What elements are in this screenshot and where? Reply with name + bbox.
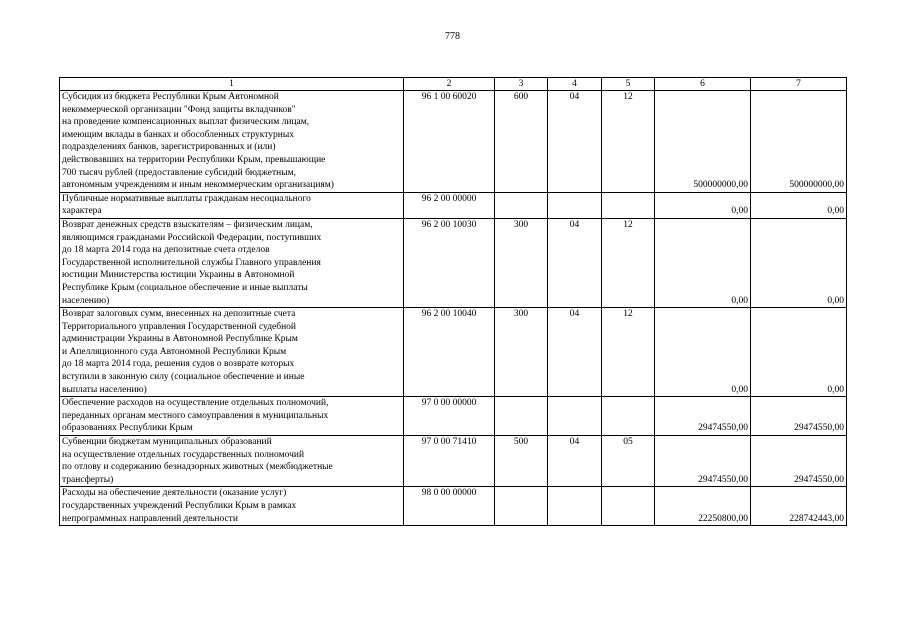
description-line: населению) xyxy=(62,295,110,306)
header-cell: 5 xyxy=(602,78,655,91)
subsection-code xyxy=(602,487,655,526)
description-line: Субвенции бюджетам муниципальных образований xyxy=(62,437,272,448)
description-line: Расходы на обеспечение деятельности (оказание услуг) xyxy=(62,488,287,499)
expense-type xyxy=(495,397,548,436)
description-line: действовавших на территории Республики Крым, превышающие xyxy=(62,154,326,165)
subsection-code: 05 xyxy=(602,436,655,487)
description-line: Возврат залоговых сумм, внесенных на депозитные счета xyxy=(62,309,296,320)
subsection-code: 12 xyxy=(602,308,655,397)
table-header-row xyxy=(60,78,847,91)
description-line: Субсидия из бюджета Республики Крым Автономной xyxy=(62,92,279,102)
description-line: вступили в законную силу (социальное обеспечение и иные xyxy=(62,372,305,383)
row-description xyxy=(60,397,404,436)
table-row xyxy=(60,218,847,307)
header-cell: 1 xyxy=(60,78,404,91)
description-line: автономным учреждениям и иным некоммерческим организациям) xyxy=(62,180,334,191)
description-line: образованиях Республики Крым xyxy=(62,423,193,434)
section-code: 04 xyxy=(548,91,602,193)
description-line: являющимся гражданами Российской Федерации, поступивших xyxy=(62,232,322,243)
table-row xyxy=(60,192,847,218)
table-row xyxy=(60,308,847,397)
subsection-code xyxy=(602,192,655,218)
description-line: характера xyxy=(62,206,102,217)
expense-type: 500 xyxy=(495,436,548,487)
subsection-code: 12 xyxy=(602,218,655,307)
header-cell: 3 xyxy=(495,78,548,91)
table-row xyxy=(60,436,847,487)
description-line: имеющим вклады в банках и обособленных структурных xyxy=(62,129,294,140)
subsection-code: 12 xyxy=(602,91,655,193)
description-line: некоммерческой организации "Фонд защиты вкладчиков" xyxy=(62,104,296,115)
amount-col7: 29474550,00 xyxy=(751,436,847,487)
amount-col6: 22250800,00 xyxy=(655,487,751,526)
header-cell: 4 xyxy=(548,78,602,91)
header-cell: 6 xyxy=(655,78,751,91)
section-code: 04 xyxy=(548,436,602,487)
budget-code: 97 0 00 00000 xyxy=(404,397,495,436)
description-line: 700 тысяч рублей (предоставление субсидий бюджетным, xyxy=(62,167,297,178)
description-line: Возврат денежных средств взыскателям – физическим лицам, xyxy=(62,219,313,230)
description-line: Обеспечение расходов на осуществление отдельных полномочий, xyxy=(62,398,329,409)
description-line: Территориального управления Государственной судебной xyxy=(62,321,296,332)
section-code: 04 xyxy=(548,308,602,397)
budget-code: 96 2 00 10040 xyxy=(404,308,495,397)
budget-table xyxy=(59,77,847,526)
subsection-code xyxy=(602,397,655,436)
table-row xyxy=(60,487,847,526)
expense-type: 600 xyxy=(495,91,548,193)
row-description xyxy=(60,91,404,193)
amount-col6: 0,00 xyxy=(655,192,751,218)
description-line: государственных учреждений Республики Крым в рамках xyxy=(62,501,297,511)
amount-col6: 0,00 xyxy=(655,308,751,397)
amount-col7: 29474550,00 xyxy=(751,397,847,436)
row-description xyxy=(60,487,404,526)
description-line: выплаты населению) xyxy=(62,384,147,395)
description-line: Публичные нормативные выплаты гражданам несоциального xyxy=(62,193,311,204)
description-line: до 18 марта 2014 года, решения судов о возврате которых xyxy=(62,359,295,370)
budget-code: 96 2 00 00000 xyxy=(404,192,495,218)
description-line: трансферты) xyxy=(62,474,114,485)
amount-col7: 0,00 xyxy=(751,308,847,397)
budget-code: 97 0 00 71410 xyxy=(404,436,495,487)
amount-col6: 500000000,00 xyxy=(655,91,751,193)
description-line: непрограммных направлений деятельности xyxy=(62,513,238,524)
expense-type: 300 xyxy=(495,308,548,397)
expense-type xyxy=(495,192,548,218)
amount-col7: 500000000,00 xyxy=(751,91,847,193)
expense-type xyxy=(495,487,548,526)
table-row xyxy=(60,91,847,193)
row-description xyxy=(60,308,404,397)
row-description xyxy=(60,436,404,487)
description-line: юстиции Министерства юстиции Украины в Автономной xyxy=(62,270,295,281)
section-code xyxy=(548,397,602,436)
description-line: Республике Крым (социальное обеспечение и иные выплаты xyxy=(62,282,308,293)
amount-col6: 29474550,00 xyxy=(655,436,751,487)
header-cell: 7 xyxy=(751,78,847,91)
description-line: до 18 марта 2014 года на депозитные счета отделов xyxy=(62,245,270,256)
description-line: администрации Украины в Автономной Республике Крым xyxy=(62,334,298,345)
description-line: и Апелляционного суда Автономной Республики Крым xyxy=(62,346,287,357)
amount-col7: 0,00 xyxy=(751,192,847,218)
table-row xyxy=(60,397,847,436)
description-line: по отлову и содержанию безнадзорных животных (межбюджетные xyxy=(62,462,333,473)
section-code: 04 xyxy=(548,218,602,307)
budget-code: 96 2 00 10030 xyxy=(404,218,495,307)
page-number: 778 xyxy=(445,31,460,42)
expense-type: 300 xyxy=(495,218,548,307)
amount-col7: 0,00 xyxy=(751,218,847,307)
description-line: Государственной исполнительной службы Главного управления xyxy=(62,257,321,268)
amount-col6: 0,00 xyxy=(655,218,751,307)
section-code xyxy=(548,487,602,526)
budget-code: 96 1 00 60020 xyxy=(404,91,495,193)
header-cell: 2 xyxy=(404,78,495,91)
budget-code: 98 0 00 00000 xyxy=(404,487,495,526)
amount-col6: 29474550,00 xyxy=(655,397,751,436)
section-code xyxy=(548,192,602,218)
description-line: на осуществление отдельных государственных полномочий xyxy=(62,449,305,460)
row-description xyxy=(60,192,404,218)
description-line: подразделениях банков, зарегистрированных и (или) xyxy=(62,142,276,153)
description-line: переданных органам местного самоуправления в муниципальных xyxy=(62,410,329,421)
amount-col7: 228742443,00 xyxy=(751,487,847,526)
description-line: на проведение компенсационных выплат физическим лицам, xyxy=(62,117,310,128)
row-description xyxy=(60,218,404,307)
